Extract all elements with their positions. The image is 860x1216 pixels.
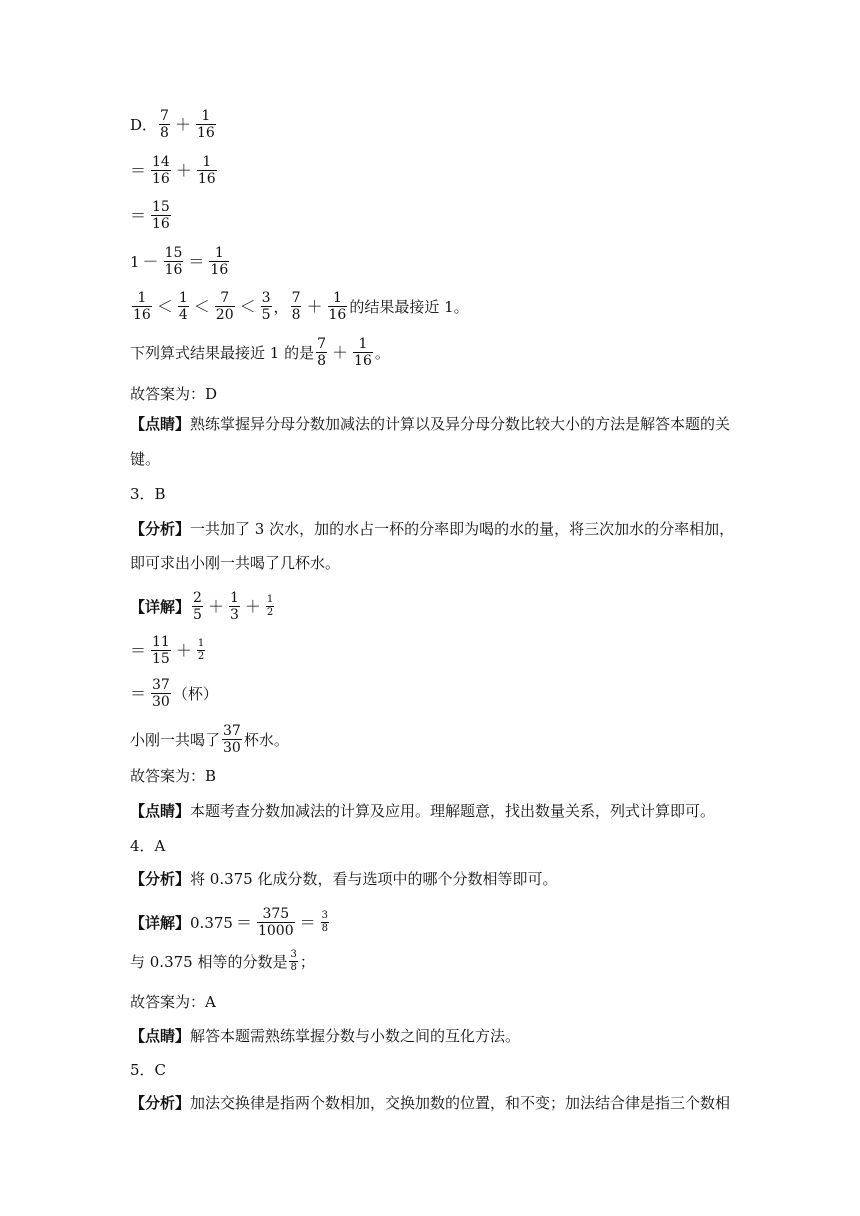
fraction: $\frac{15}{16}$ (164, 245, 183, 278)
calc-step: ＝ $\frac{14}{16}$ ＋ $\frac{1}{16}$ (130, 154, 216, 187)
fenxi-line: 【分析】 将 0.375 化成分数，看与选项中的哪个分数相等即可。 (130, 870, 558, 888)
question-number: 3．B (130, 485, 166, 503)
fraction: $\frac{1}{2}$ (197, 638, 205, 662)
calc-step: ＝ $\frac{37}{30}$ （杯） (130, 677, 218, 710)
fraction: $\frac{15}{16}$ (152, 199, 170, 232)
fraction: $\frac{1}{16}$ (328, 290, 347, 323)
calc-step: ＝ $\frac{11}{15}$ ＋ $\frac{1}{2}$ (130, 634, 205, 667)
fraction: $\frac{2}{5}$ (193, 590, 202, 623)
calc-step: 1 － $\frac{15}{16}$ ＝ $\frac{1}{16}$ (130, 245, 229, 278)
result-line: 与 0.375 相等的分数是 $\frac{3}{8}$ ； (130, 949, 315, 973)
fraction: $\frac{7}{8}$ (317, 336, 327, 369)
fraction: $\frac{1}{16}$ (354, 336, 372, 369)
fenxi-line-cont: 即可求出小刚一共喝了几杯水。 (130, 554, 341, 572)
comparison-line: $\frac{1}{16}$ ＜ $\frac{1}{4}$ ＜ $\frac{7}{20}$ ＜ $\frac{3}{5}$ ， $\frac{7}{8}$ ＋ $\frac{1}{16}$ 的结果最接近 1。 (133, 290, 469, 323)
fraction: $\frac{7}{20}$ (215, 290, 234, 323)
result-line: 小刚一共喝了 $\frac{37}{30}$ 杯水。 (130, 723, 289, 756)
fraction: $\frac{1}{16}$ (133, 290, 151, 323)
question-number: 5．C (130, 1061, 167, 1079)
answer-line: 故答案为：B (130, 767, 217, 785)
dianjing-line: 【点睛】 解答本题需熟练掌握分数与小数之间的互化方法。 (130, 1027, 521, 1045)
fraction: $\frac{3}{8}$ (321, 910, 329, 934)
dianjing-line-cont: 键。 (130, 450, 161, 468)
fraction: $\frac{3}{8}$ (290, 949, 297, 973)
dianjing-line: 【点睛】 本题考查分数加减法的计算及应用。理解题意，找出数量关系，列式计算即可。 (130, 802, 716, 820)
fraction: $\frac{11}{15}$ (152, 634, 170, 667)
fraction: $\frac{1}{16}$ (196, 108, 215, 141)
fraction: $\frac{1}{4}$ (178, 290, 188, 323)
fraction: $\frac{3}{5}$ (261, 290, 271, 323)
answer-line: 故答案为：A (130, 993, 216, 1011)
fraction: $\frac{37}{30}$ (223, 723, 241, 756)
calc-step: ＝ $\frac{15}{16}$ (130, 199, 170, 232)
fenxi-line: 【分析】 一共加了 3 次水，加的水占一杯的分率即为喝的水的量，将三次加水的分率相加， (130, 520, 735, 538)
fraction: $\frac{37}{30}$ (152, 677, 170, 710)
fraction: $\frac{1}{16}$ (210, 245, 229, 278)
fraction: $\frac{1}{2}$ (266, 594, 274, 618)
question-number: 4．A (130, 837, 166, 855)
fraction: $\frac{1}{3}$ (229, 590, 239, 623)
fraction: $\frac{7}{8}$ (291, 290, 301, 323)
conclusion-line: 下列算式结果最接近 1 的是 $\frac{7}{8}$ ＋ $\frac{1}{16}$ 。 (130, 336, 390, 369)
calc-line-d: D． $\frac{7}{8}$ ＋ $\frac{1}{16}$ (130, 108, 215, 141)
xiangjie-line: 【详解】 $\frac{2}{5}$ ＋ $\frac{1}{3}$ ＋ $\frac{1}{2}$ (130, 590, 274, 623)
answer-line: 故答案为：D (130, 385, 218, 403)
dianjing-line: 【点睛】 熟练掌握异分母分数加减法的计算以及异分母分数比较大小的方法是解答本题的关 (130, 415, 731, 433)
fraction: $\frac{14}{16}$ (152, 154, 170, 187)
xiangjie-line: 【详解】 0.375 ＝ $\frac{375}{1000}$ ＝ $\frac{3}{8}$ (130, 906, 329, 939)
fraction: $\frac{7}{8}$ (160, 108, 169, 141)
fraction: $\frac{1}{16}$ (197, 154, 216, 187)
fenxi-line: 【分析】 加法交换律是指两个数相加，交换加数的位置，和不变；加法结合律是指三个数相 (130, 1094, 731, 1112)
fraction: $\frac{375}{1000}$ (257, 906, 294, 939)
option-label: D． (130, 115, 158, 134)
